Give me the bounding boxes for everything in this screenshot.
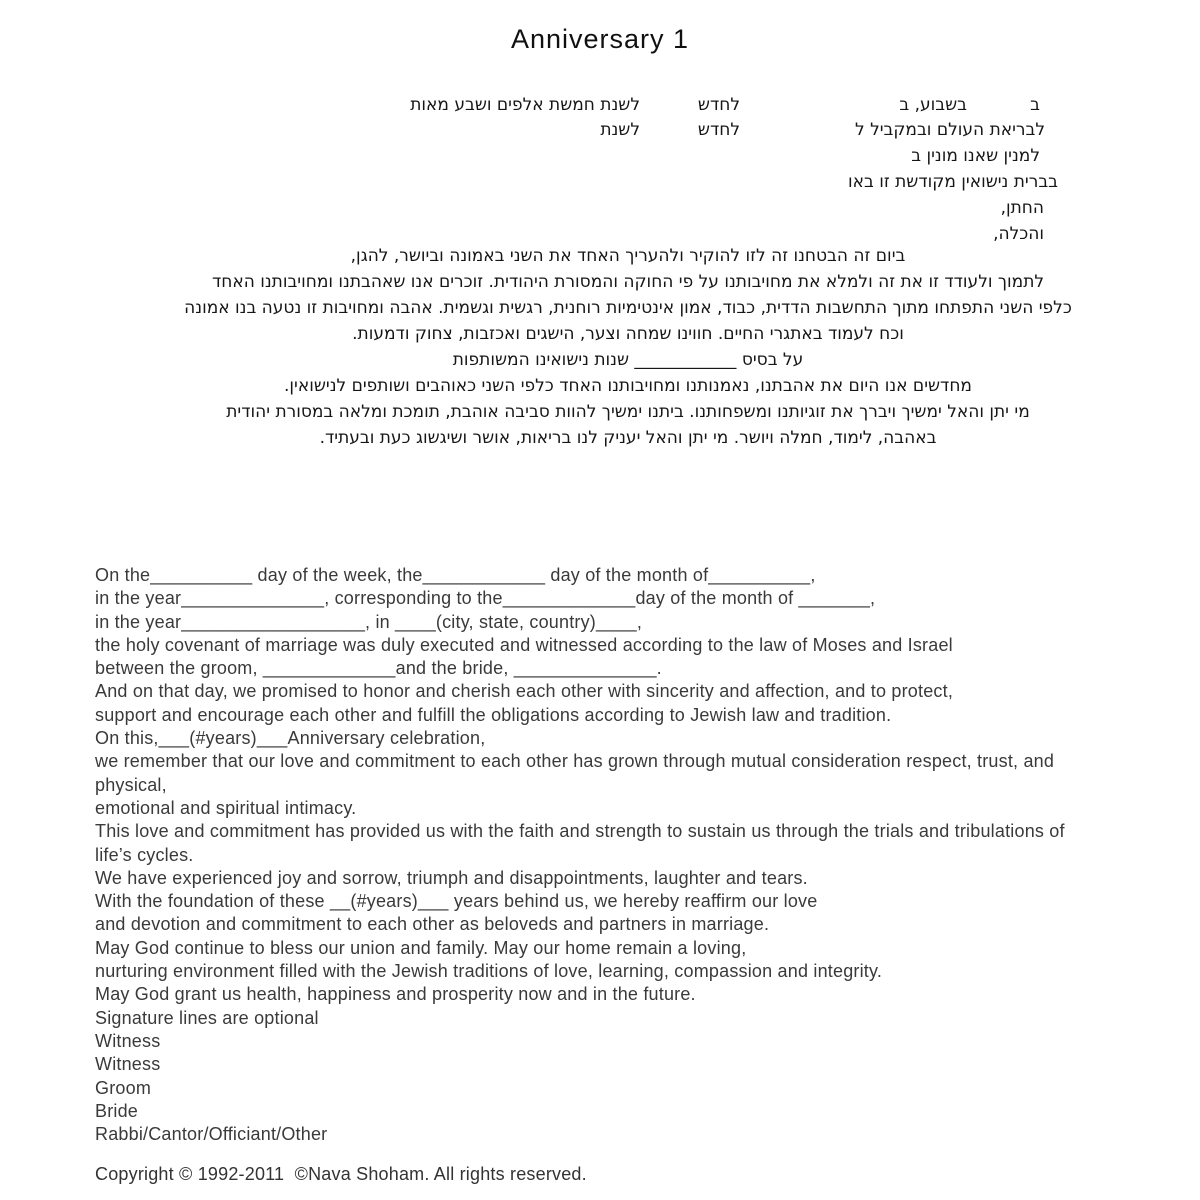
hebrew-count-label: למנין שאנו מונין ב [911,146,1040,166]
english-text-line: On this,___(#years)___Anniversary celebration, [95,728,486,749]
copyright-line: Copyright © 1992-2011 ©Nava Shoham. All rights reserved. [95,1164,587,1184]
hebrew-text-line: כלפי השני התפתחו מתוך התחשבות הדדית, כבוד, אמון אינטימיות רוחנית, רגשית וגשמית. אהבה ומחויבות זו נטעה בנו אמונה [184,298,1072,318]
hebrew-groom-label: החתן, [1000,198,1044,218]
hebrew-text-line: לתמוך ולעודד זו את זה ולמלא את מחויבותנו על פי החוקה והמסורת היהודית. זוכרים אנו שאהבתנו ומחויבותנו האחד [211,272,1045,292]
english-text-line: we remember that our love and commitment to each other has grown through mutual consideration respect, trust, and [95,751,1055,772]
hebrew-month-label-2: לחדש [697,120,740,140]
english-text-line: between the groom, _____________and the bride, ______________. [95,658,662,679]
english-text-line: in the year______________, corresponding to the_____________day of the month of _______, [95,588,876,609]
hebrew-week-label: בשבוע, ב [899,95,967,115]
signature-line-label: Groom [95,1077,152,1098]
hebrew-bride-label: והכלה, [993,224,1044,244]
hebrew-text-line: מחדשים אנו היום את אהבתנו, נאמנותנו ומחויבותנו האחד כלפי השני כאוהבים ושותפים לנישואין. [284,376,972,396]
english-text-line: in the year__________________, in ____(city, state, country)____, [95,611,643,632]
page-title: Anniversary 1 [510,24,690,54]
hebrew-month-label-1: לחדש [697,95,740,115]
english-text-line: May God grant us health, happiness and prosperity now and in the future. [95,984,696,1005]
english-text-line: nurturing environment filled with the Jewish traditions of love, learning, compassion and integrity. [95,961,883,982]
english-paragraph [95,564,1175,1007]
english-text-line: emotional and spiritual intimacy. [95,797,357,818]
english-text-line: May God continue to bless our union and family. May our home remain a loving, [95,937,747,958]
hebrew-text-line: מי יתן והאל ימשיך ויברך את זוגיותנו ומשפחותנו. ביתנו ימשיך להוות סביבה אוהבת, תומכת ומלאה במסורת יהודית [226,402,1030,422]
hebrew-year-label-2: לשנת [600,120,640,140]
signature-note: Signature lines are optional [95,1007,319,1028]
hebrew-covenant-label: בברית נישואין מקודשת זו באו [847,172,1058,192]
english-text-line: life’s cycles. [95,844,194,865]
hebrew-text-line: ביום זה הבטחנו זה לזו להוקיר ולהעריך האחד את השני באמונה וביושר, להגן, [350,246,906,266]
english-text-line: the holy covenant of marriage was duly executed and witnessed according to the law of Moses and Israel [95,634,953,655]
english-text-line: support and encourage each other and fulfill the obligations according to Jewish law and tradition. [95,704,892,725]
signature-lines [95,1030,1175,1146]
signature-line-label: Witness [95,1054,161,1075]
signature-line-label: Witness [95,1030,161,1051]
english-text-line: physical, [95,774,167,795]
hebrew-text-line: על בסיס ____________ שנות נישואינו המשותפות [452,350,804,370]
english-text-line: and devotion and commitment to each other as beloveds and partners in marriage. [95,914,770,935]
english-text-line: On the__________ day of the week, the____________ day of the month of__________, [95,565,816,585]
english-text-line: We have experienced joy and sorrow, triumph and disappointments, laughter and tears. [95,867,808,888]
hebrew-creation-label: לבריאת העולם ובמקביל ל [855,120,1045,140]
hebrew-text-line: באהבה, לימוד, חמלה ויושר. מי יתן והאל יעניק לנו בריאות, אושר ושיגשוג כעת ובעתיד. [319,428,937,448]
hebrew-year-label-1: לשנת חמשת אלפים ושבע מאות [410,95,640,115]
hebrew-day-prefix: ב [1030,95,1040,115]
hebrew-date-form [0,95,1200,255]
english-text-line: With the foundation of these __(#years)___ years behind us, we hereby reaffirm our love [95,891,818,912]
hebrew-paragraph [56,243,1200,451]
hebrew-text-line: וכח לעמוד באתגרי החיים. חווינו שמחה וצער, הישגים ואכזבות, צחוק ודמעות. [352,324,904,344]
english-text-line: This love and commitment has provided us with the faith and strength to sustain us through the trials and tribulations of [95,821,1065,842]
signature-line-label: Bride [95,1100,139,1121]
english-text-line: And on that day, we promised to honor and cherish each other with sincerity and affection, and to protect, [95,681,954,702]
english-section [95,564,1175,1146]
signature-line-label: Rabbi/Cantor/Officiant/Other [95,1124,328,1145]
